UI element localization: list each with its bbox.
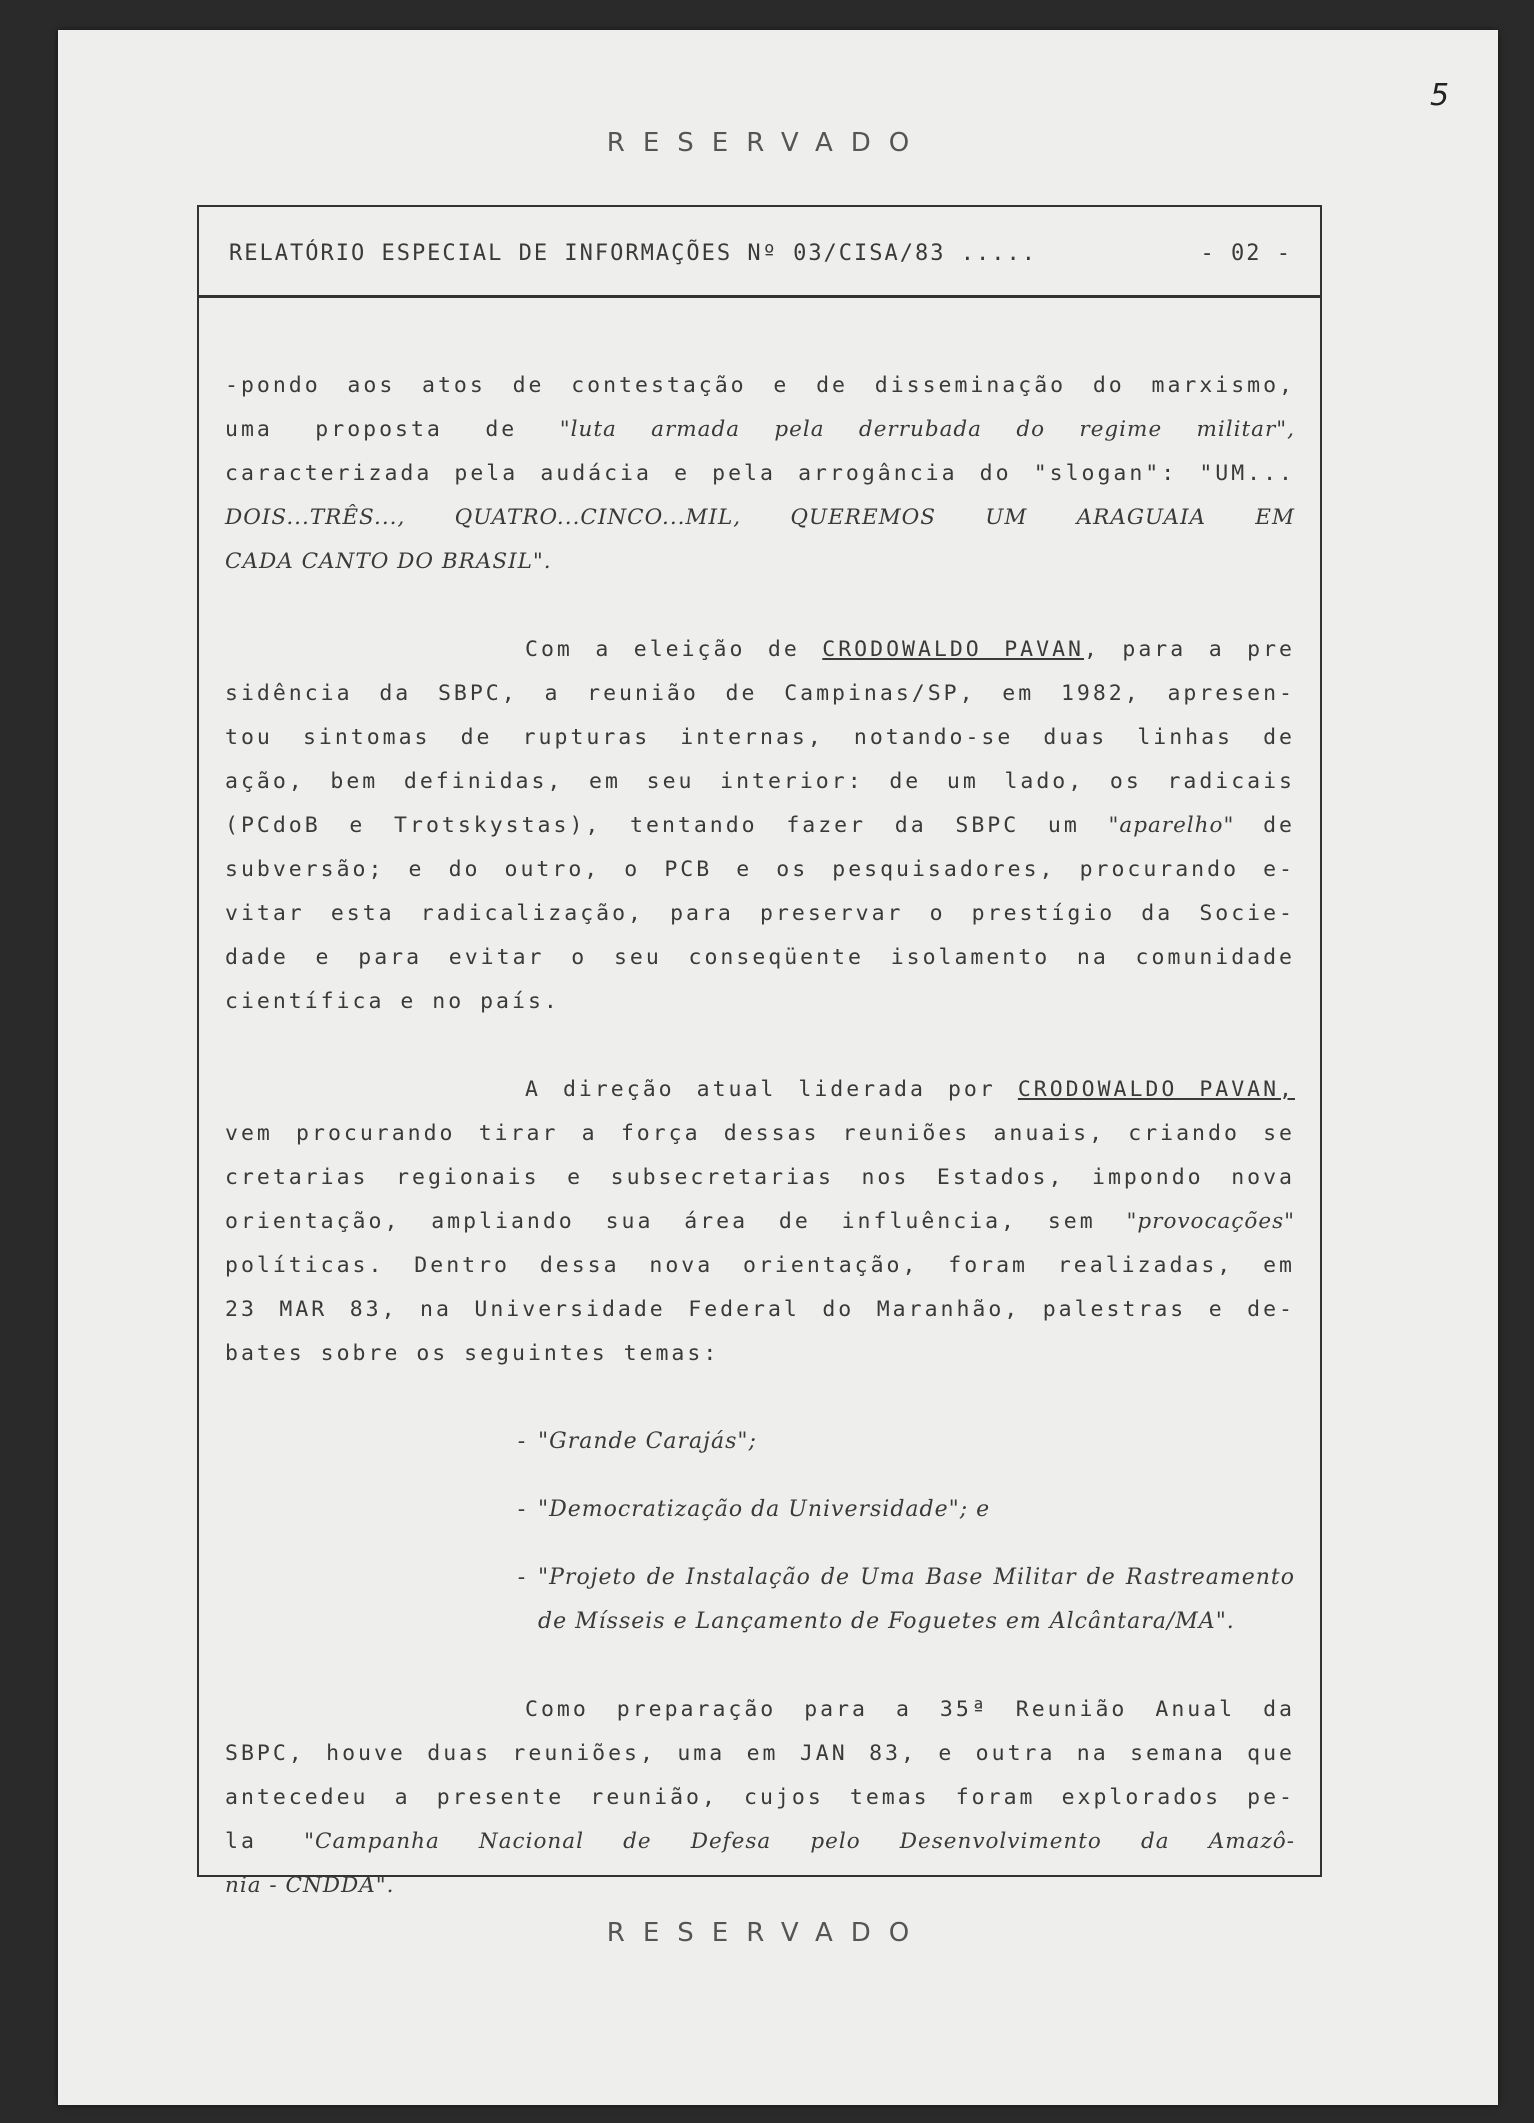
list-item [225,1488,1295,1532]
report-page-indicator: - 02 - [1200,241,1292,266]
text-line: caracterizada pela audácia e pela arrogância do "slogan": "UM... [225,461,1295,486]
text-segment: Com a eleição de [525,637,823,662]
text-line: científica e no país. [225,989,560,1014]
text-line: políticas. Dentro dessa nova orientação, foram realizadas, em [225,1253,1295,1278]
paragraph-1 [225,364,1295,584]
paragraph-2 [225,628,1295,1024]
text-line: SBPC, houve duas reuniões, uma em JAN 83, e outra na semana que [225,1741,1295,1766]
text-segment: orientação, ampliando sua área de influência, sem [225,1209,1127,1234]
paragraph-3 [225,1068,1295,1376]
quoted-phrase: "aparelho" [1108,813,1235,838]
classification-bottom: RESERVADO [606,1918,928,1948]
page-number: 5 [1430,78,1450,113]
text-line: nia - CNDDA". [225,1873,395,1898]
quoted-phrase: "Campanha Nacional de Defesa pelo Desenvolvimento da Amazô- [304,1829,1295,1854]
text-segment: de [1234,813,1295,838]
text-segment: (PCdoB e Trotskystas), tentando fazer da SBPC um [225,813,1109,838]
text-line: ação, bem definidas, em seu interior: de um lado, os radicais [225,769,1295,794]
topics-list [225,1420,1295,1644]
text-line: subversão; e do outro, o PCB e os pesquisadores, procurando e- [225,857,1295,882]
list-dash: - [515,1565,531,1590]
report-title: RELATÓRIO ESPECIAL DE INFORMAÇÕES Nº 03/CISA/83 ..... [229,241,1037,266]
text-line [225,628,1295,672]
person-name: CRODOWALDO PAVAN, [1017,1077,1295,1102]
text-line: vem procurando tirar a força dessas reuniões anuais, criando se [225,1121,1295,1146]
list-item [225,1420,1295,1464]
topic-text: "Projeto de Instalação de Uma Base Militar de Rastreamento de Mísseis e Lançamento de Foguetes em Alcântara/MA". [538,1565,1295,1634]
text-line: -pondo aos atos de contestação e de disseminação do marxismo, [225,373,1295,398]
text-segment: , para a pre [1083,637,1295,662]
text-line: cretarias regionais e subsecretarias nos Estados, impondo nova [225,1165,1295,1190]
text-segment: A direção atual liderada por [525,1077,1018,1102]
text-line [225,408,1295,452]
list-dash: - [515,1497,531,1522]
list-item [225,1556,1295,1644]
paragraph-4 [225,1688,1295,1908]
report-header [199,207,1320,298]
text-line: vitar esta radicalização, para preservar o prestígio da Socie- [225,901,1295,926]
text-line: dade e para evitar o seu conseqüente isolamento na comunidade [225,945,1295,970]
text-segment: uma proposta de [225,417,560,442]
text-line [225,1068,1295,1112]
text-line: antecedeu a presente reunião, cujos temas foram explorados pe- [225,1785,1295,1810]
slogan-line: CADA CANTO DO BRASIL". [225,549,552,574]
text-line: tou sintomas de rupturas internas, notando-se duas linhas de [225,725,1295,750]
text-line [225,1820,1295,1864]
text-line: bates sobre os seguintes temas: [225,1341,720,1366]
classification-top: RESERVADO [606,128,928,158]
list-dash: - [515,1429,531,1454]
quoted-phrase: "luta armada pela derrubada do regime militar", [559,417,1296,442]
report-body [225,364,1295,1908]
text-line: Como preparação para a 35ª Reunião Anual da [525,1697,1295,1722]
text-line: 23 MAR 83, na Universidade Federal do Maranhão, palestras e de- [225,1297,1295,1322]
person-name: CRODOWALDO PAVAN [822,637,1084,662]
quoted-phrase: "provocações" [1126,1209,1295,1234]
text-line [225,1200,1295,1244]
slogan-line: DOIS...TRÊS..., QUATRO...CINCO...MIL, QUEREMOS UM ARAGUAIA EM [225,505,1295,530]
topic-text: "Democratização da Universidade"; e [538,1497,991,1522]
text-line: sidência da SBPC, a reunião de Campinas/SP, em 1982, apresen- [225,681,1295,706]
text-line [225,804,1295,848]
topic-text: "Grande Carajás"; [538,1429,757,1454]
text-segment: la [225,1829,305,1854]
